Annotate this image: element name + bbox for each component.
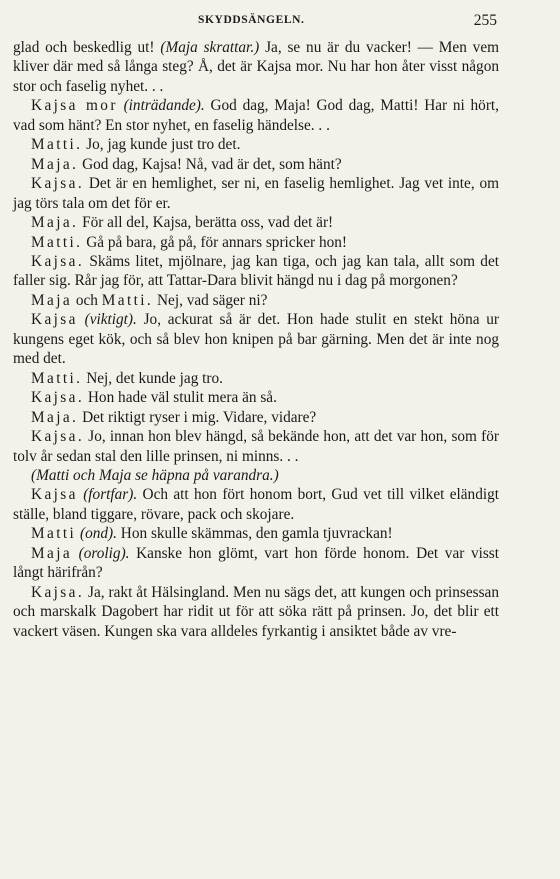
speaker-name: Maja — [31, 544, 73, 562]
speaker-name: Matti. — [101, 291, 154, 309]
paragraph — [13, 388, 499, 407]
text-run: Och att hon fört honom bort, Gud vet till vilket eländigt ställe, bland tiggare, rövare, pack och skojare. — [13, 486, 499, 523]
speaker-name: Maja. — [31, 155, 79, 173]
paragraph — [13, 252, 499, 291]
paragraph — [13, 583, 499, 641]
paragraph — [13, 135, 499, 154]
speaker-name: Kajsa. — [31, 389, 85, 407]
text-run: Ja, se nu är du vacker! — Men vem kliver där med så långa steg? Å, det är Kajsa mor. Nu har hon åter visst någon stor och faselig nyhet. . . — [13, 39, 500, 95]
speaker-name: Kajsa. — [31, 583, 85, 601]
text-run: Nej, det kunde jag tro. — [82, 369, 223, 387]
speaker-name: Maja. — [31, 408, 79, 426]
text-run: Gå på bara, gå på, för annars spricker hon! — [82, 233, 347, 251]
speaker-name: Matti — [31, 525, 77, 543]
running-header — [0, 10, 560, 32]
text-run: Ja, rakt åt Hälsingland. Men nu sägs det, att kungen och prinsessan och marskalk Dagobert har ridit ut för att söka rätt på prinsen. Jo, det blir ett vackert väsen. Kungen ska vara alldeles fyrkantig i ansiktet både av vre- — [13, 583, 499, 640]
text-run: Kanske hon glömt, vart hon förde honom. Det var visst långt härifrån? — [13, 544, 499, 582]
running-title: SKYDDSÄNGELN. — [198, 14, 305, 26]
stage-direction — [13, 466, 499, 485]
stage-note: (viktigt). — [84, 311, 137, 329]
text-run: Hon skulle skämmas, den gamla tjuvrackan! — [116, 525, 393, 543]
text-run: För all del, Kajsa, berätta oss, vad det är! — [78, 214, 334, 232]
speaker-name: Kajsa — [31, 486, 78, 504]
speaker-name: Kajsa. — [31, 175, 85, 193]
text-run: Jo, innan hon blev hängd, så bekände hon, att det var hon, som för tolv år sedan stal den lille prinsen, ni minns. . . — [13, 428, 499, 465]
speaker-name: Matti. — [31, 369, 83, 387]
paragraph — [13, 174, 499, 213]
paragraph — [13, 291, 499, 310]
speaker-name: Maja. — [31, 214, 79, 232]
text-run — [78, 311, 85, 328]
paragraph — [13, 544, 499, 583]
paragraph — [13, 310, 499, 368]
text-run: Skäms litet, mjölnare, jag kan tiga, och jag kan tala, allt som det faller sig. Rår jag för, att Tattar-Dara blivit hängd nu i dag på morgonen? — [13, 252, 499, 290]
stage-note: (fortfar). — [83, 486, 138, 504]
text-run: Hon hade väl stulit mera än så. — [84, 389, 277, 407]
speaker-name: Matti. — [31, 233, 83, 251]
text-run: Jo, ackurat så är det. Hon hade stulit en stekt höna ur kungens eget kök, och så blev hon knipen på bar gärning. Men det är inte nog med det. — [13, 311, 499, 368]
stage-note: (ond). — [79, 525, 117, 543]
paragraph — [13, 427, 499, 466]
speaker-name: Kajsa. — [31, 252, 85, 270]
page-number: 255 — [473, 12, 497, 29]
page-body-text — [13, 38, 499, 641]
speaker-name: Kajsa. — [31, 428, 85, 446]
speaker-name: Matti. — [31, 136, 83, 154]
text-run: Nej, vad säger ni? — [153, 291, 268, 309]
paragraph — [13, 213, 499, 232]
speaker-name: Maja — [31, 291, 73, 309]
speaker-name: Kajsa mor — [31, 97, 118, 115]
text-run: Jo, jag kunde just tro det. — [82, 136, 241, 154]
text-run: glad och beskedlig ut! — [13, 39, 161, 56]
paragraph — [13, 408, 499, 427]
stage-note: (Maja skrattar.) — [160, 39, 260, 56]
stage-note: (orolig). — [78, 544, 130, 562]
text-run: God dag, Maja! God dag, Matti! Har ni hört, vad som hänt? En stor nyhet, en faselig händelse. . . — [13, 97, 499, 134]
text-run — [72, 545, 79, 562]
text-run: Det riktigt ryser i mig. Vidare, vidare? — [78, 408, 317, 426]
paragraph — [13, 96, 499, 135]
stage-note: (Matti och Maja se häpna på varandra.) — [31, 466, 279, 484]
stage-note: (inträdande). — [123, 97, 205, 115]
paragraph — [13, 38, 499, 96]
paragraph — [13, 485, 499, 524]
text-run: och — [72, 291, 102, 309]
paragraph — [13, 155, 499, 174]
paragraph — [13, 233, 499, 252]
paragraph — [13, 369, 499, 388]
text-run: Det är en hemlighet, ser ni, en faselig hemlighet. Jag vet inte, om jag törs tala om det för er. — [13, 175, 499, 212]
paragraph — [13, 524, 499, 543]
text-run: God dag, Kajsa! Nå, vad är det, som hänt? — [78, 155, 342, 173]
speaker-name: Kajsa — [31, 311, 78, 329]
